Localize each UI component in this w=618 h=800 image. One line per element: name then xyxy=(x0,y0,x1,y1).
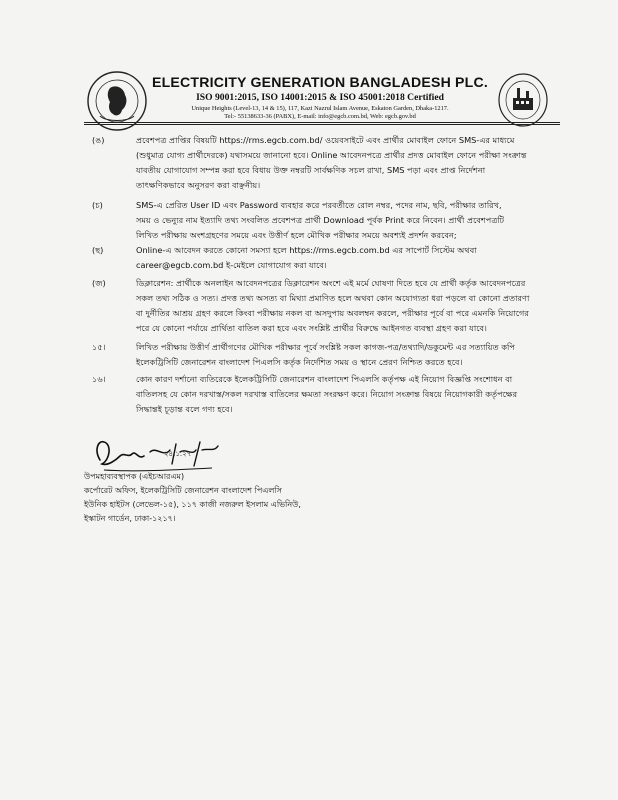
clause-text xyxy=(136,133,554,193)
clause-line: SMS-এ প্রেরিত User ID এবং Password ব্যবহার করে পরবর্তীতে রোল নম্বর, পদের নাম, ছবি, পরীক্ষার তারিখ, xyxy=(136,200,502,210)
clause-number: (জ) xyxy=(92,278,106,288)
clause-line: বা দুর্নীতির আশ্রয় গ্রহণ করলে কিংবা পরীক্ষায় নকল বা অসদুপায় অবলম্বন করলে, পরীক্ষার পূর্বে বা পরে এমনকি নিয়োগের xyxy=(136,308,529,318)
clause-line: লিখিত পরীক্ষায় অংশগ্রহণের সময়ে এবং উত্তীর্ণ হলে মৌখিক পরীক্ষার সময়ে অবশ্যই প্রদর্শন করবেন; xyxy=(136,230,457,240)
clause-line: সময় ও ভেন্যুর নাম ইত্যাদি তথ্য সংবলিত প্রবেশপত্র প্রার্থী Download পূর্বক Print করে নিবেন। প্রার্থী প্রবেশপত্রটি xyxy=(136,215,505,225)
clause-line: (শুধুমাত্র যোগ্য প্রার্থীদেরকে) যথাসময়ে জানানো হবে। Online আবেদনপত্রে প্রার্থীর প্রদত্ত মোবাইল ফোনে পরীক্ষা সংক্রান্ত xyxy=(136,150,527,160)
clause-line: প্রবেশপত্র প্রাপ্তির বিষয়টি https://rms.egcb.com.bd/ ওয়েবসাইটে এবং প্রার্থীর মোবাইল ফোনে SMS-এর মাধ্যমে xyxy=(136,135,515,145)
clause-line: কোন কারণ দর্শানো ব্যতিরেকে ইলেকট্রিসিটি জেনারেশন বাংলাদেশ পিএলসি কর্তৃপক্ষ এই নিয়োগ বিজ্ঞপ্তি সংশোধন বা xyxy=(136,374,513,384)
clause-number: ১৫। xyxy=(92,342,106,352)
clause-line: তাৎক্ষণিকভাবে অনুসরণ করা বাঞ্ছনীয়। xyxy=(136,180,261,190)
clause-line: যাবতীয় যোগাযোগ সম্পন্ন করা হবে বিধায় উক্ত নম্বরটি সার্বক্ষণিক সচল রাখা, SMS পড়া এবং প্রাপ্ত নির্দেশনা xyxy=(136,165,486,175)
clause-number: ১৬। xyxy=(92,374,106,384)
header-divider xyxy=(84,122,560,123)
clause-line: সকল তথ্য সঠিক ও সত্য। প্রদত্ত তথ্য অসত্য বা মিথ্যা প্রমাণিত হলে অথবা কোন অযোগ্যতা ধরা পড়লে বা কোনো প্রতারণা xyxy=(136,293,530,303)
signature-date: ২৪.১.২৭ xyxy=(164,450,192,458)
clause-line: লিখিত পরীক্ষায় উত্তীর্ণ প্রার্থীগণের মৌখিক পরীক্ষার পূর্বে সংশ্লিষ্ট সকল কাগজ-পত্র/তথ্যাদি/ডকুমেন্ট এর সত্যায়িত কপি xyxy=(136,342,515,352)
clause-line: ইলেকট্রিসিটি জেনারেশন বাংলাদেশ পিএলসি কর্তৃক নির্দেশিত সময় ও স্থানে প্রেরণ নিশ্চিত করতে হবে। xyxy=(136,357,463,367)
clause-text xyxy=(136,243,554,273)
clause-text xyxy=(136,276,554,336)
clause-line: career@egcb.com.bd ই-মেইলে যোগাযোগ করা যাবে। xyxy=(136,260,327,270)
clause-line: পরে যে কোনো পর্যায়ে প্রার্থিতা বাতিল করা হবে এবং সংশ্লিষ্ট প্রার্থীর বিরুদ্ধে আইনগত ব্যবস্থা গ্রহণ করা যাবে। xyxy=(136,323,487,333)
clause-number: (ঙ) xyxy=(92,135,105,145)
header-divider-secondary xyxy=(84,124,560,125)
signatory-office: কর্পোরেট অফিস, ইলেকট্রিসিটি জেনারেশন বাংলাদেশ পিএলসি xyxy=(84,486,282,495)
clause-text xyxy=(136,340,554,370)
egcb-seal-logo xyxy=(497,72,549,128)
company-address: Unique Heights (Level-13, 14 & 15), 117, Kazi Nazrul Islam Avenue, Eskaton Garden, Dhaka-1217. xyxy=(191,105,449,112)
iso-certification: ISO 9001:2015, ISO 14001:2015 & ISO 45001:2018 Certified xyxy=(196,92,444,103)
company-name: ELECTRICITY GENERATION BANGLADESH PLC. xyxy=(152,74,488,90)
company-contact: Tel:- 55138633-36 (PABX), E-mail: info@egcb.com.bd, Web: egcb.gov.bd xyxy=(224,113,416,120)
signatory-address-line2: ইস্কাটন গার্ডেন, ঢাকা-১২১৭। xyxy=(84,514,176,523)
clause-line: সিদ্ধান্তই চূড়ান্ত বলে গণ্য হবে। xyxy=(136,404,233,414)
signatory-title: উপমহাব্যবস্থাপক (এইচআরএম) xyxy=(84,472,185,481)
clause-number: (চ) xyxy=(92,200,103,210)
signatory-address-line1: ইউনিক হাইটস (লেভেল-১৫), ১১৭ কাজী নজরুল ইসলাম এভিনিউ, xyxy=(84,500,301,509)
clause-line: বাতিলসহ যে কোন দরখাস্ত/সকল দরখাস্ত বাতিলের ক্ষমতা সংরক্ষণ করে। নিয়োগ সংক্রান্ত বিষয়ে নিয়োগকারী কর্তৃপক্ষের xyxy=(136,389,518,399)
clause-text xyxy=(136,372,554,417)
clause-line: Online-এ আবেদন করতে কোনো সমস্যা হলে https://rms.egcb.com.bd এর সাপোর্ট সিস্টেম অথবা xyxy=(136,245,477,255)
clause-text xyxy=(136,198,554,243)
clause-line: ডিক্লারেশন: প্রার্থীকে অনলাইন আবেদনপত্রের ডিক্লারেশন অংশে এই মর্মে ঘোষণা দিতে হবে যে প্রার্থী কর্তৃক আবেদনপত্রের xyxy=(136,278,526,288)
clause-number: (ছ) xyxy=(92,245,104,255)
